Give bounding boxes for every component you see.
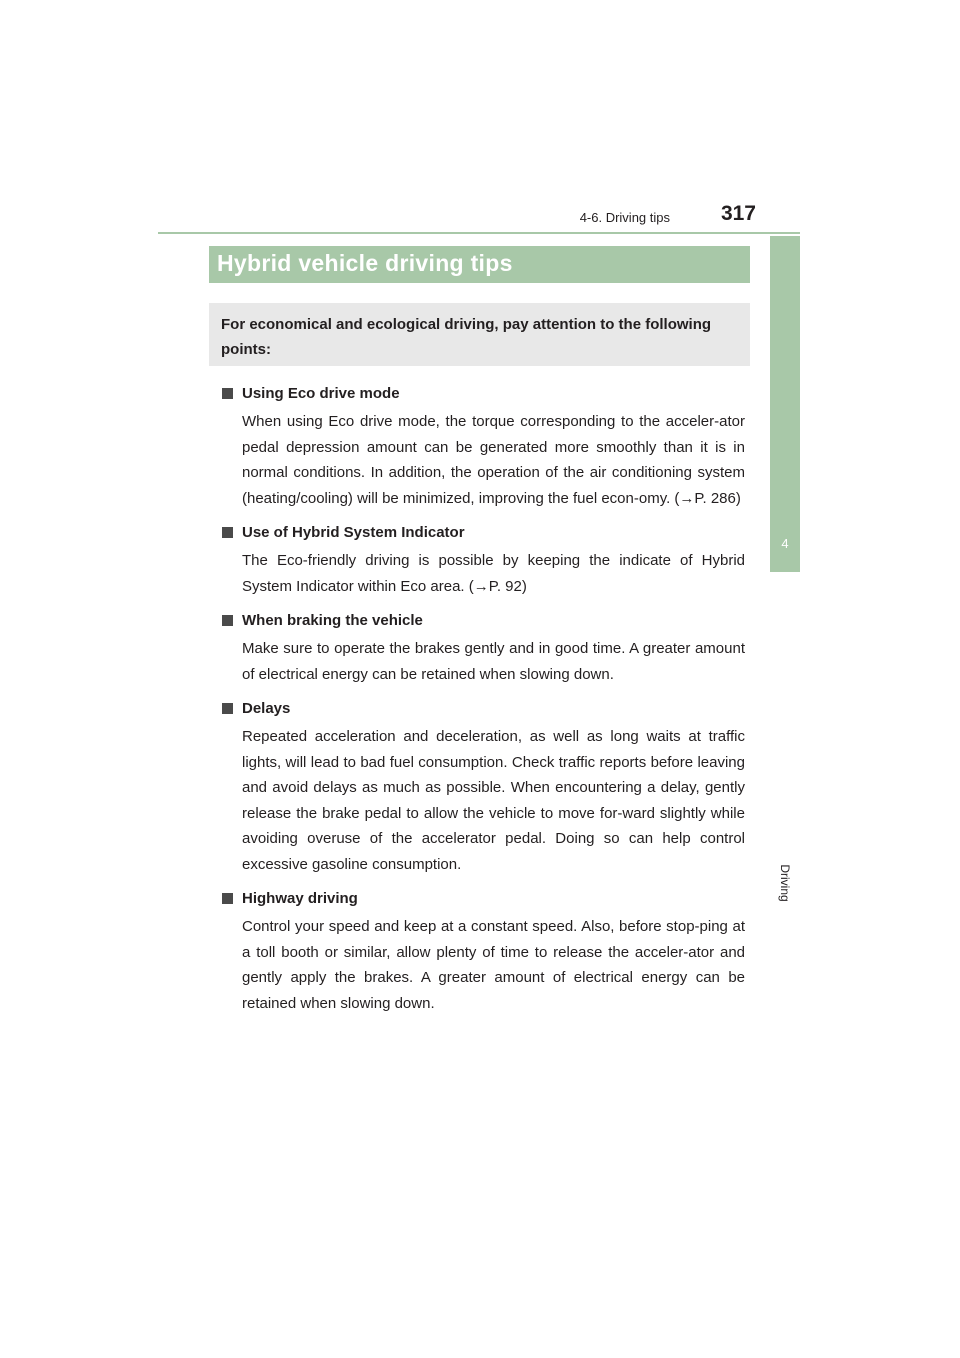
page-title: Hybrid vehicle driving tips <box>217 250 513 276</box>
tip-heading: Highway driving <box>242 889 358 907</box>
header-rule <box>158 232 800 234</box>
tip-item <box>222 380 745 511</box>
tip-body: When using Eco drive mode, the torque corresponding to the acceler-ator pedal depression amount can be generated more smoothly than it is in normal conditions. In addition, the operation of the air conditioning system (heating/cooling) will be minimized, improving the fuel econ-omy. (→P. 286) <box>242 413 745 507</box>
intro-box: For economical and ecological driving, pay attention to the following points: <box>209 303 750 366</box>
tip-item <box>222 695 745 877</box>
tip-body: Repeated acceleration and deceleration, as well as long waits at traffic lights, will lead to bad fuel consumption. Check traffic reports before leaving and avoid delays as much as possible. When encountering a delay, gently release the brake pedal to allow the vehicle to move for-ward slightly while avoiding overuse of the accelerator pedal. Doing so can help control excessive gasoline consumption. <box>242 728 745 873</box>
tip-body: The Eco-friendly driving is possible by keeping the indicate of Hybrid System Indicator within Eco area. (→P. 92) <box>242 552 745 595</box>
square-bullet-icon <box>222 527 233 538</box>
page-header <box>158 200 800 234</box>
tip-item <box>222 885 745 1016</box>
tip-heading-row <box>222 380 745 406</box>
page-number: 317 <box>720 202 756 225</box>
tip-body: Control your speed and keep at a constant speed. Also, before stop-ping at a toll booth or similar, allow plenty of time to release the acceler-ator and gently apply the brakes. A greater amount of electrical energy can be retained when slowing down. <box>242 918 745 1012</box>
chapter-label-wrap <box>770 853 800 913</box>
section-title: 4-6. Driving tips <box>579 210 670 225</box>
title-bar <box>209 246 750 283</box>
tip-heading-row <box>222 607 745 633</box>
chapter-tab-box <box>770 236 800 572</box>
square-bullet-icon <box>222 893 233 904</box>
tip-heading: When braking the vehicle <box>242 611 423 629</box>
tip-heading: Delays <box>242 699 291 717</box>
tip-body: Make sure to operate the brakes gently and in good time. A greater amount of electrical energy can be retained when slowing down. <box>242 640 745 683</box>
chapter-number: 4 <box>781 536 789 551</box>
tips-list <box>222 380 745 1024</box>
square-bullet-icon <box>222 703 233 714</box>
tip-heading-row <box>222 885 745 911</box>
tip-item <box>222 607 745 687</box>
square-bullet-icon <box>222 615 233 626</box>
square-bullet-icon <box>222 388 233 399</box>
tip-heading: Use of Hybrid System Indicator <box>242 523 465 541</box>
chapter-side-tab <box>770 236 800 902</box>
tip-heading-row <box>222 519 745 545</box>
tip-item <box>222 519 745 599</box>
tip-heading-row <box>222 695 745 721</box>
tip-heading: Using Eco drive mode <box>242 384 400 402</box>
chapter-label: Driving <box>778 864 792 902</box>
